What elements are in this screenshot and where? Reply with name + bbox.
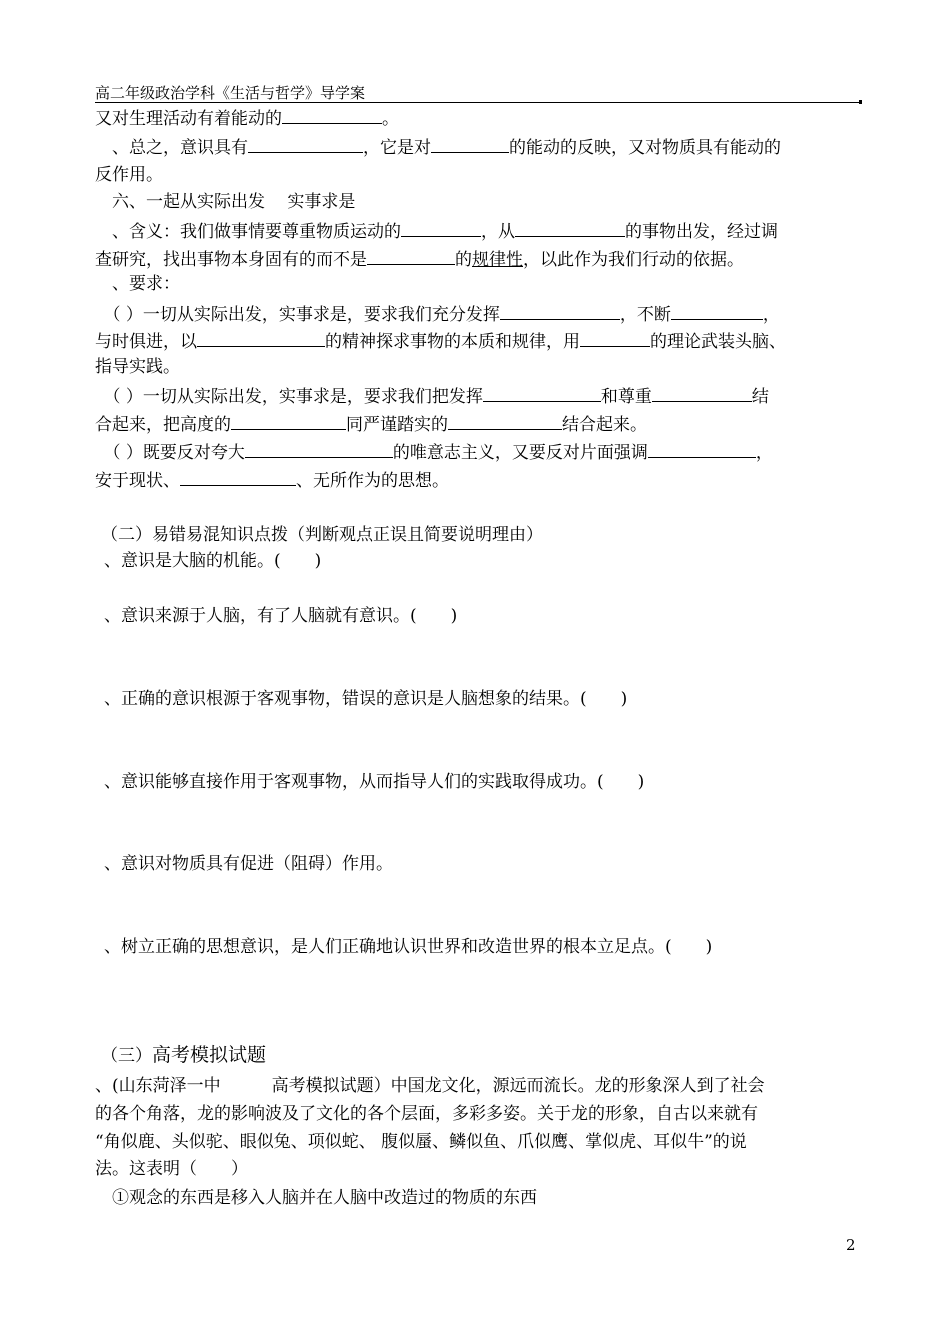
text-line: 又对生理活动有着能动的 。: [95, 106, 399, 130]
judgment-item: 、意识对物质具有促进（阻碍）作用。: [104, 854, 393, 874]
text-line: （ ）一切从实际出发，实事求是，要求我们充分发挥 ，不断 ，: [95, 302, 780, 326]
text-line: 、含义：我们做事情要尊重物质运动的 ，从 的事物出发，经过调: [95, 219, 778, 243]
section-heading: 六、一起从实际出发 实事求是: [95, 192, 356, 212]
fill-blank[interactable]: [231, 412, 346, 430]
fill-blank[interactable]: [180, 468, 296, 486]
judgment-item: 、树立正确的思想意识，是人们正确地认识世界和改造世界的根本立足点。( ): [104, 937, 713, 957]
question-line: “角似鹿、头似驼、眼似兔、项似蛇、 腹似蜃、鳞似鱼、爪似鹰、掌似虎、耳似牛”的说: [95, 1132, 747, 1152]
header-title: 高二年级政治学科《生活与哲学》导学案: [95, 84, 366, 102]
fill-blank[interactable]: [248, 135, 363, 153]
text-line: 、总之，意识具有 ，它是对 的能动的反映，又对物质具有能动的: [95, 135, 781, 159]
text-line: 查研究，找出事物本身固有的而不是 的规律性，以此作为我们行动的依据。: [95, 247, 744, 271]
judgment-item: 、意识是大脑的机能。( ): [104, 551, 322, 571]
fill-blank[interactable]: [483, 384, 601, 402]
text-line: 安于现状、 、无所作为的思想。: [95, 468, 449, 492]
fill-blank[interactable]: [515, 219, 625, 237]
fill-blank[interactable]: [401, 219, 481, 237]
fill-blank[interactable]: [197, 329, 325, 347]
section2-title: （二）易错易混知识点拨（判断观点正误且简要说明理由）: [101, 525, 543, 545]
judgment-item: 、正确的意识根源于客观事物，错误的意识是人脑想象的结果。( ): [104, 689, 628, 709]
fill-blank[interactable]: [652, 384, 752, 402]
question-line: 的各个角落，龙的影响波及了文化的各个层面，多彩多姿。关于龙的形象，自古以来就有: [95, 1104, 758, 1124]
fill-blank[interactable]: [580, 329, 650, 347]
section3-title: （三）高考模拟试题: [101, 1044, 267, 1066]
judgment-item: 、意识能够直接作用于客观事物，从而指导人们的实践取得成功。( ): [104, 772, 645, 792]
text-line: 合起来，把高度的 同严谨踏实的 结合起来。: [95, 412, 647, 436]
fill-blank[interactable]: [431, 135, 509, 153]
fill-blank[interactable]: [671, 302, 763, 320]
fill-blank[interactable]: [500, 302, 620, 320]
fill-blank[interactable]: [367, 247, 455, 265]
question-option: ①观念的东西是移入人脑并在人脑中改造过的物质的东西: [95, 1188, 537, 1208]
page-number: 2: [846, 1236, 856, 1254]
document-header: [95, 84, 860, 103]
text-line: 指导实践。: [95, 357, 180, 377]
text-line: 反作用。: [95, 165, 163, 185]
fill-blank[interactable]: [245, 440, 393, 458]
fill-blank[interactable]: [282, 106, 382, 124]
text-line: （ ）一切从实际出发，实事求是，要求我们把发挥 和尊重 结: [95, 384, 769, 408]
fill-blank[interactable]: [648, 440, 756, 458]
text-line: （ ）既要反对夸大 的唯意志主义，又要反对片面强调 ，: [95, 440, 773, 464]
question-line: 法。这表明（ ）: [95, 1159, 248, 1179]
question-line: 、(山东菏泽一中 高考模拟试题）中国龙文化，源远而流长。龙的形象深人到了社会: [95, 1076, 765, 1096]
judgment-item: 、意识来源于人脑，有了人脑就有意识。( ): [104, 606, 458, 626]
fill-blank[interactable]: [448, 412, 562, 430]
text-line: 、要求：: [95, 274, 180, 294]
text-line: 与时俱进，以 的精神探求事物的本质和规律，用 的理论武装头脑、: [95, 329, 786, 353]
